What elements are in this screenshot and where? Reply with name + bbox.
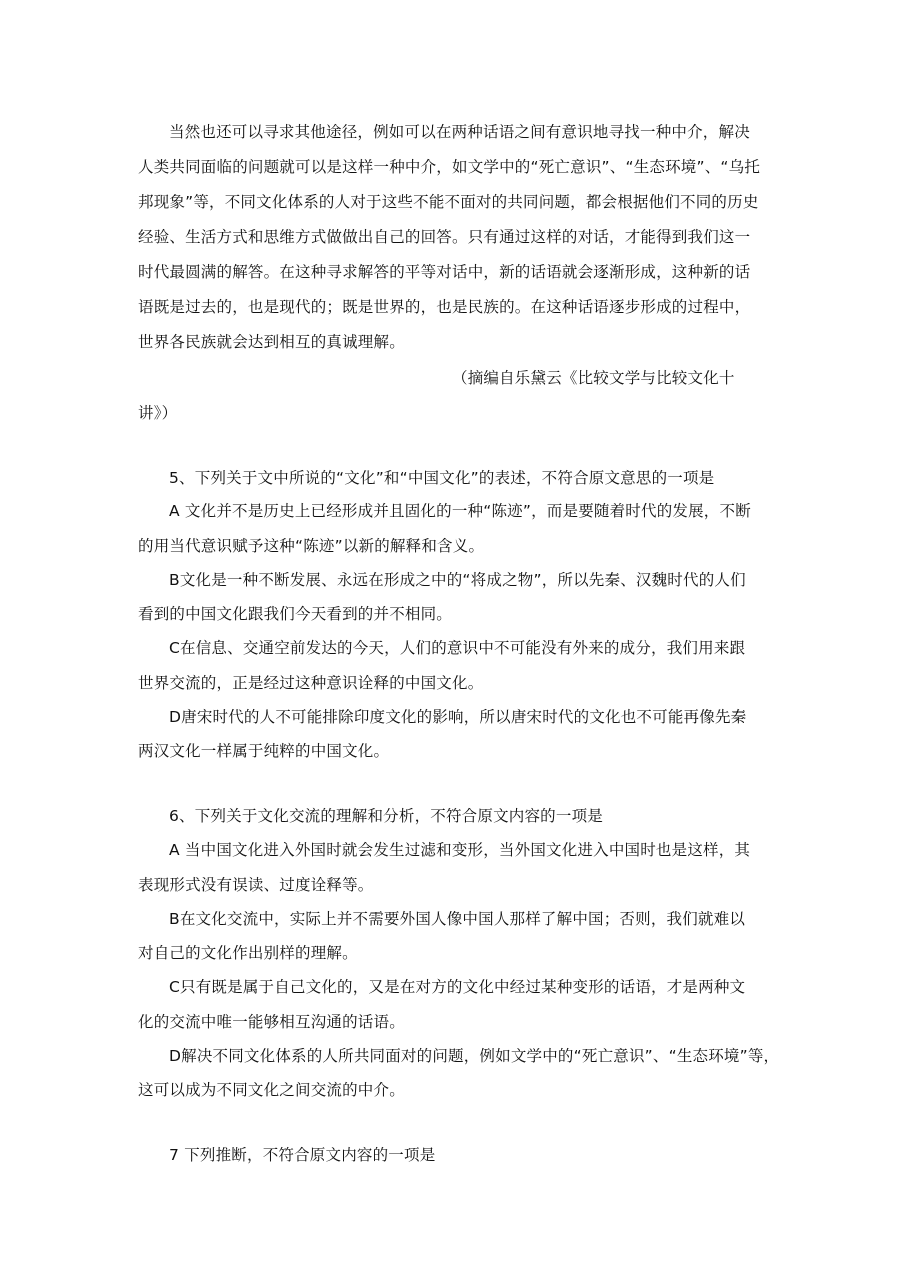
citation: （摘编自乐黛云《比较文学与比较文化十 xyxy=(452,369,735,387)
question-5-option-c-cont: 世界交流的，正是经过这种意识诠释的中国文化。 xyxy=(138,674,484,692)
question-5-option-a-cont: 的用当代意识赋予这种“陈迹”以新的解释和含义。 xyxy=(138,537,485,555)
passage-line: 当然也还可以寻求其他途径，例如可以在两种话语之间有意识地寻找一种中介，解决 xyxy=(169,123,750,141)
question-6-option-d-cont: 这可以成为不同文化之间交流的中介。 xyxy=(138,1081,405,1099)
passage-line: 世界各民族就会达到相互的真诚理解。 xyxy=(138,333,405,351)
question-6-option-a-cont: 表现形式没有误读、过度诠释等。 xyxy=(138,876,374,894)
passage-line: 邦现象”等，不同文化体系的人对于这些不能不面对的共同问题，都会根据他们不同的历史 xyxy=(138,193,759,211)
question-7-stem: 7 下列推断，不符合原文内容的一项是 xyxy=(169,1146,436,1164)
passage-line: 经验、生活方式和思维方式做做出自己的回答。只有通过这样的对话，才能得到我们这一 xyxy=(138,228,751,246)
question-6-option-b-cont: 对自己的文化作出别样的理解。 xyxy=(138,944,358,962)
passage-line: 语既是过去的，也是现代的；既是世界的，也是民族的。在这种话语逐步形成的过程中， xyxy=(138,298,751,316)
question-6-option-c: C只有既是属于自己文化的，又是在对方的文化中经过某种变形的话语，才是两种文 xyxy=(169,978,746,996)
question-6-option-b: B在文化交流中，实际上并不需要外国人像中国人那样了解中国；否则，我们就难以 xyxy=(169,910,746,928)
question-6-option-a: A 当中国文化进入外国时就会发生过滤和变形，当外国文化进入中国时也是这样，其 xyxy=(169,841,751,859)
question-5-option-b-cont: 看到的中国文化跟我们今天看到的并不相同。 xyxy=(138,605,453,623)
question-5-option-b: B文化是一种不断发展、永远在形成之中的“将成之物”，所以先秦、汉魏时代的人们 xyxy=(169,571,746,589)
question-5-option-d: D唐宋时代的人不可能排除印度文化的影响，所以唐宋时代的文化也不可能再像先秦 xyxy=(169,708,747,726)
question-6-stem: 6、下列关于文化交流的理解和分析，不符合原文内容的一项是 xyxy=(169,807,603,825)
passage-line: 时代最圆满的解答。在这种寻求解答的平等对话中，新的话语就会逐渐形成，这种新的话 xyxy=(138,263,751,281)
question-5-option-c: C在信息、交通空前发达的今天，人们的意识中不可能没有外来的成分，我们用来跟 xyxy=(169,639,746,657)
citation-continuation: 讲》） xyxy=(138,404,178,422)
question-5-option-a: A 文化并不是历史上已经形成并且固化的一种“陈迹”，而是要随着时代的发展，不断 xyxy=(169,502,751,520)
question-5-option-d-cont: 两汉文化一样属于纯粹的中国文化。 xyxy=(138,742,390,760)
question-6-option-c-cont: 化的交流中唯一能够相互沟通的话语。 xyxy=(138,1013,405,1031)
question-5-stem: 5、下列关于文中所说的“文化”和“中国文化”的表述，不符合原文意思的一项是 xyxy=(169,469,715,487)
passage-line: 人类共同面临的问题就可以是这样一种中介，如文学中的“死亡意识”、“生态环境”、“乌托 xyxy=(138,158,761,176)
question-6-option-d: D解决不同文化体系的人所共同面对的问题，例如文学中的“死亡意识”、“生态环境”等， xyxy=(169,1047,780,1065)
